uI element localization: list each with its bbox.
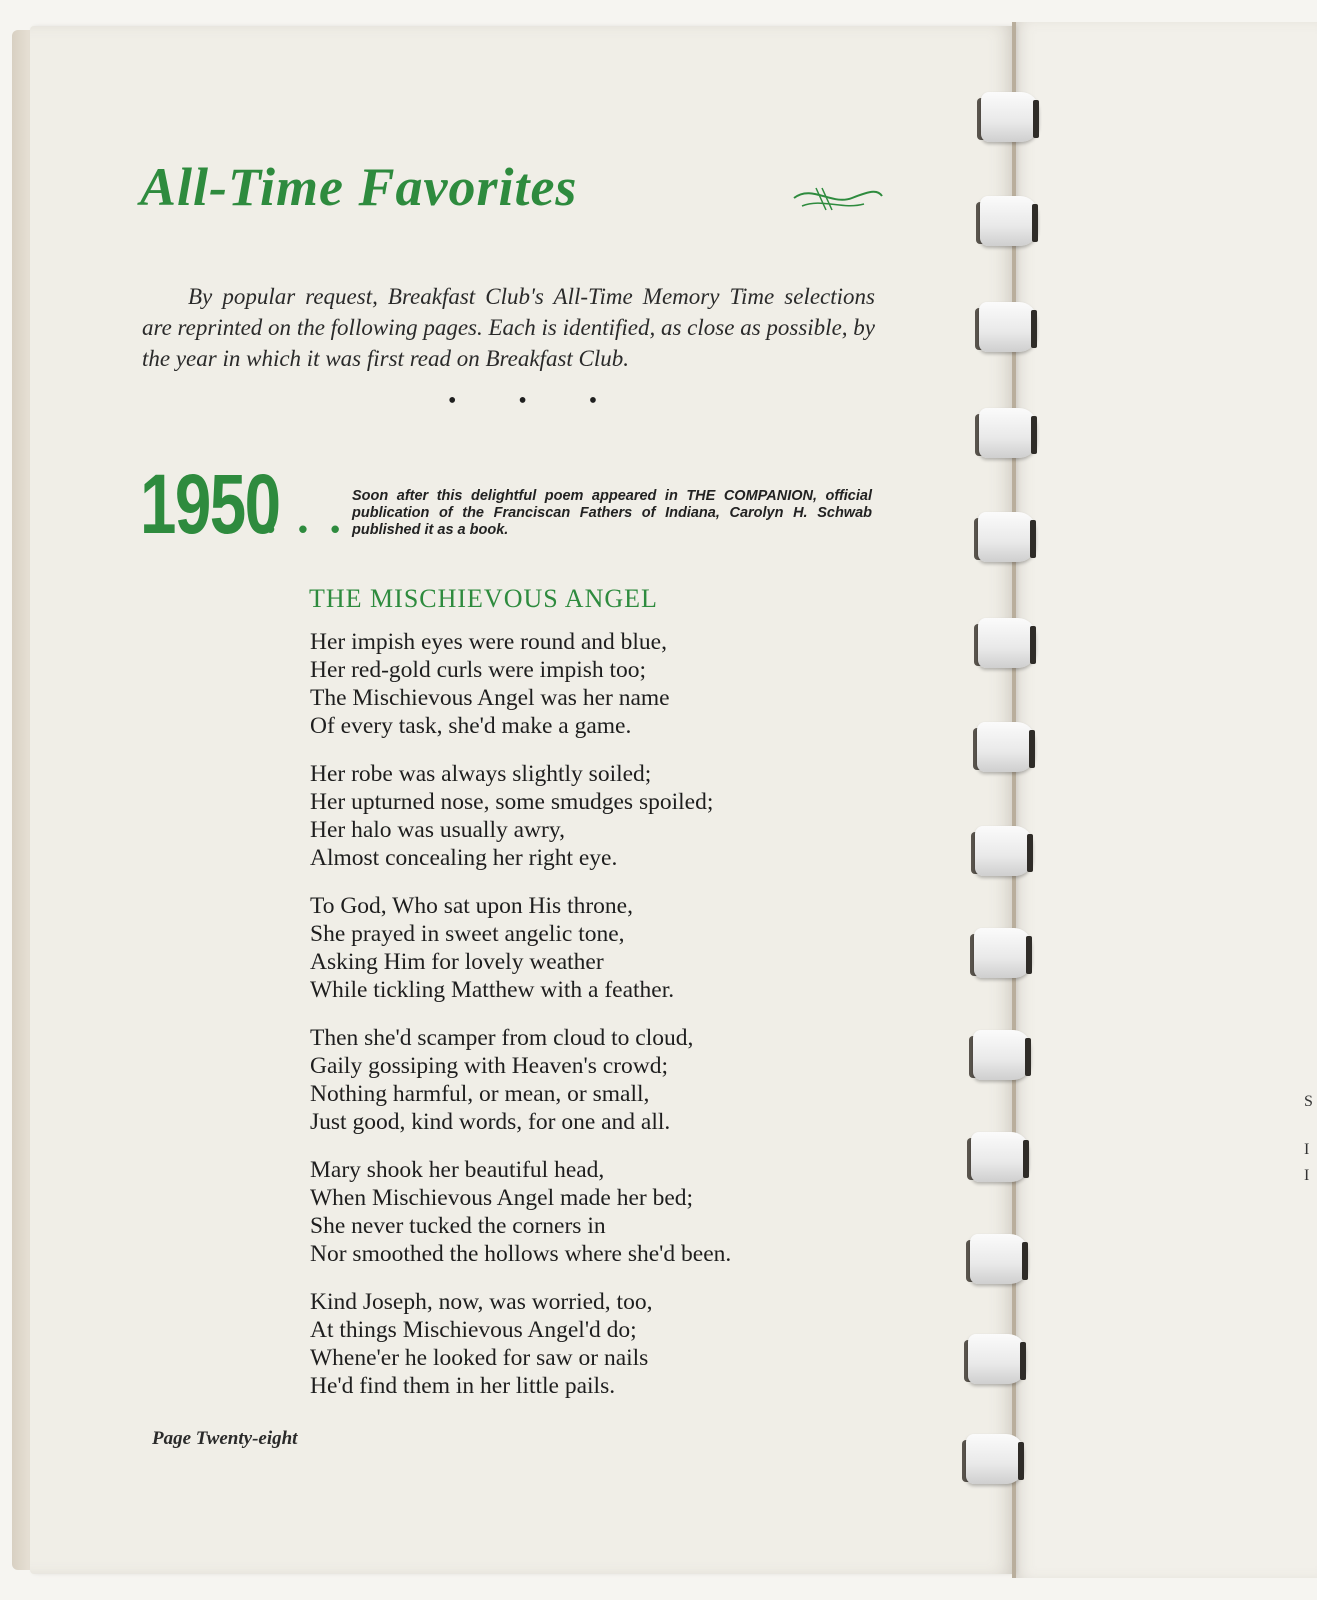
spiral-coil-icon (971, 826, 1035, 880)
poem-line: Her red-gold curls were impish too; (310, 657, 647, 683)
poem-line: Asking Him for lovely weather (310, 949, 604, 975)
poem-line: Almost concealing her right eye. (310, 845, 618, 871)
poem-line: Her halo was usually awry, (310, 817, 565, 843)
right-page (1015, 22, 1317, 1578)
poem-stanza (310, 1156, 830, 1268)
poem-line: He'd find them in her little pails. (310, 1373, 616, 1399)
poem-line: Nor smoothed the hollows where she'd been. (310, 1241, 732, 1267)
poem-stanza (310, 628, 830, 740)
poem-line: At things Mischievous Angel'd do; (310, 1317, 637, 1343)
spiral-coil-icon (969, 1030, 1033, 1084)
poem-line: Her impish eyes were round and blue, (310, 629, 667, 655)
spiral-coil-icon (964, 1334, 1028, 1388)
poem-line: Gaily gossiping with Heaven's crowd; (310, 1053, 668, 1079)
poem-title: THE MISCHIEVOUS ANGEL (309, 584, 658, 613)
poem-body (310, 628, 830, 1420)
poem-stanza (310, 760, 830, 872)
spiral-coil-icon (967, 1132, 1031, 1186)
poem-line: Mary shook her beautiful head, (310, 1157, 605, 1183)
spiral-coil-icon (966, 1234, 1030, 1288)
poem-line: Of every task, she'd make a game. (310, 713, 632, 739)
poem-line: She prayed in sweet angelic tone, (310, 921, 625, 947)
poem-line: Her upturned nose, some smudges spoiled; (310, 789, 714, 815)
right-page-edge-text: S (1304, 1093, 1313, 1110)
section-separator: • • • (448, 388, 626, 414)
spiral-coil-icon (975, 302, 1039, 356)
spiral-coil-icon (970, 928, 1034, 982)
year-ellipsis: • • • (266, 514, 348, 544)
year-heading: 1950 (140, 457, 280, 551)
poem-line: While tickling Matthew with a feather. (310, 977, 675, 1003)
poem-stanza (310, 1288, 830, 1400)
year-note: Soon after this delightful poem appeared in THE COMPANION, official publication of the Franciscan Fathers of Indiana, Carolyn H. Schwab published it as a book. (352, 488, 872, 538)
poem-stanza (310, 892, 830, 1004)
spiral-coil-icon (977, 92, 1041, 146)
poem-line: Her robe was always slightly soiled; (310, 761, 652, 787)
spiral-coil-icon (976, 196, 1040, 250)
page-number: Page Twenty-eight (152, 1428, 298, 1449)
right-page-edge-text: I (1304, 1141, 1310, 1158)
poem-line: The Mischievous Angel was her name (310, 685, 670, 711)
intro-paragraph: By popular request, Breakfast Club's All-Time Memory Time selections are reprinted on the following pages. Each is identified, as close as possible, by the year in which it was first read on Breakfast Club. (142, 284, 875, 371)
spiral-coil-icon (975, 408, 1039, 462)
poem-line: Nothing harmful, or mean, or small, (310, 1081, 650, 1107)
poem-line: Kind Joseph, now, was worried, too, (310, 1289, 653, 1315)
spiral-coil-icon (974, 512, 1038, 566)
spiral-coil-icon (974, 618, 1038, 672)
page-title: All-Time Favorites (140, 157, 578, 217)
poem-stanza (310, 1024, 830, 1136)
poem-line: Whene'er he looked for saw or nails (310, 1345, 649, 1371)
flourish-ornament-icon (792, 176, 884, 220)
poem-line: When Mischievous Angel made her bed; (310, 1185, 694, 1211)
right-page-edge-text: I (1304, 1167, 1310, 1184)
spiral-coil-icon (962, 1434, 1026, 1488)
spiral-coil-icon (973, 722, 1037, 776)
poem-line: Then she'd scamper from cloud to cloud, (310, 1025, 694, 1051)
poem-line: To God, Who sat upon His throne, (310, 893, 633, 919)
poem-line: She never tucked the corners in (310, 1213, 606, 1239)
poem-line: Just good, kind words, for one and all. (310, 1109, 671, 1135)
